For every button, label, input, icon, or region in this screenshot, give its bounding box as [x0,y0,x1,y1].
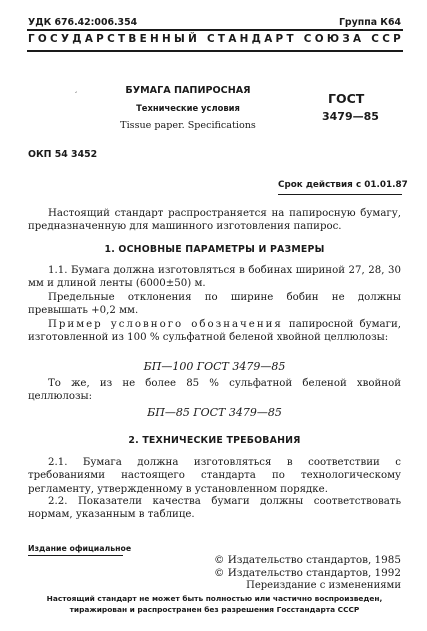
top-rule [27,29,403,31]
designation-formula-2: БП—85 ГОСТ 3479—85 [147,406,282,419]
document-title: БУМАГА ПАПИРОСНАЯ [125,85,251,96]
section-2-heading: 2. ТЕХНИЧЕСКИЕ ТРЕБОВАНИЯ [128,435,301,446]
gost-number: 3479—85 [322,110,379,123]
example-paragraph [28,318,401,345]
clause-1-1: 1.1. Бумага должна изготовляться в бобинах шириной 27, 28, 30 мм и длиной ленты (6000±50) м. [28,265,401,290]
reproduction-notice-line-2: тиражирован и распространен без разрешения Госстандарта СССР [69,605,360,614]
stray-mark: ‘ [75,91,77,98]
document-title-english: Tissue paper. Specifications [120,120,256,131]
clause-2-2: 2.2. Показатели качества бумаги должны соответствовать нормам, указанным в таблице. [28,496,401,521]
banner-rule [27,50,403,52]
clause-1-2: Предельные отклонения по ширине бобин не должны превышать +0,2 мм. [28,292,401,317]
validity-date: с 01.01.87 [356,180,408,190]
same-paragraph: То же, из не более 85 % сульфатной беленой хвойной целлюлозы: [28,378,401,403]
document-subtitle: Технические условия [136,103,240,113]
reprint-note: Переиздание с изменениями [246,580,401,591]
validity-rule [278,194,402,195]
official-edition-label: Издание официальное [28,544,132,553]
section-1-heading: 1. ОСНОВНЫЕ ПАРАМЕТРЫ И РАЗМЕРЫ [104,244,325,255]
gost-label: ГОСТ [328,91,365,106]
group-code: Группа К64 [338,17,401,28]
okp-code: ОКП 54 3452 [28,149,98,160]
intro-paragraph: Настоящий стандарт распространяется на папиросную бумагу, предназначенную для машинного изготовления папирос. [28,208,401,233]
standard-banner: ГОСУДАРСТВЕННЫЙ СТАНДАРТ СОЮЗА ССР [28,33,405,45]
reproduction-notice-line-1: Настоящий стандарт не может быть полностью или частично воспроизведен, [46,594,383,603]
validity-label: Срок действия [278,180,353,190]
udk-code: УДК 676.42:006.354 [28,17,138,28]
official-underline [28,555,123,556]
copyright-1992: © Издательство стандартов, 1992 [214,567,401,579]
example-text: папиросной бумаги, изготовленной из 100 % сульфатной беленой хвойной целлюлозы: [28,319,401,344]
designation-formula-1: БП—100 ГОСТ 3479—85 [143,360,286,373]
clause-2-1: 2.1. Бумага должна изготовляться в соответствии с требованиями настоящего стандарта по технологическому регламенту, утвержденному в установленном порядке. [28,457,401,495]
copyright-1985: © Издательство стандартов, 1985 [214,554,401,566]
example-label: Пример условного обозначения [48,319,283,330]
